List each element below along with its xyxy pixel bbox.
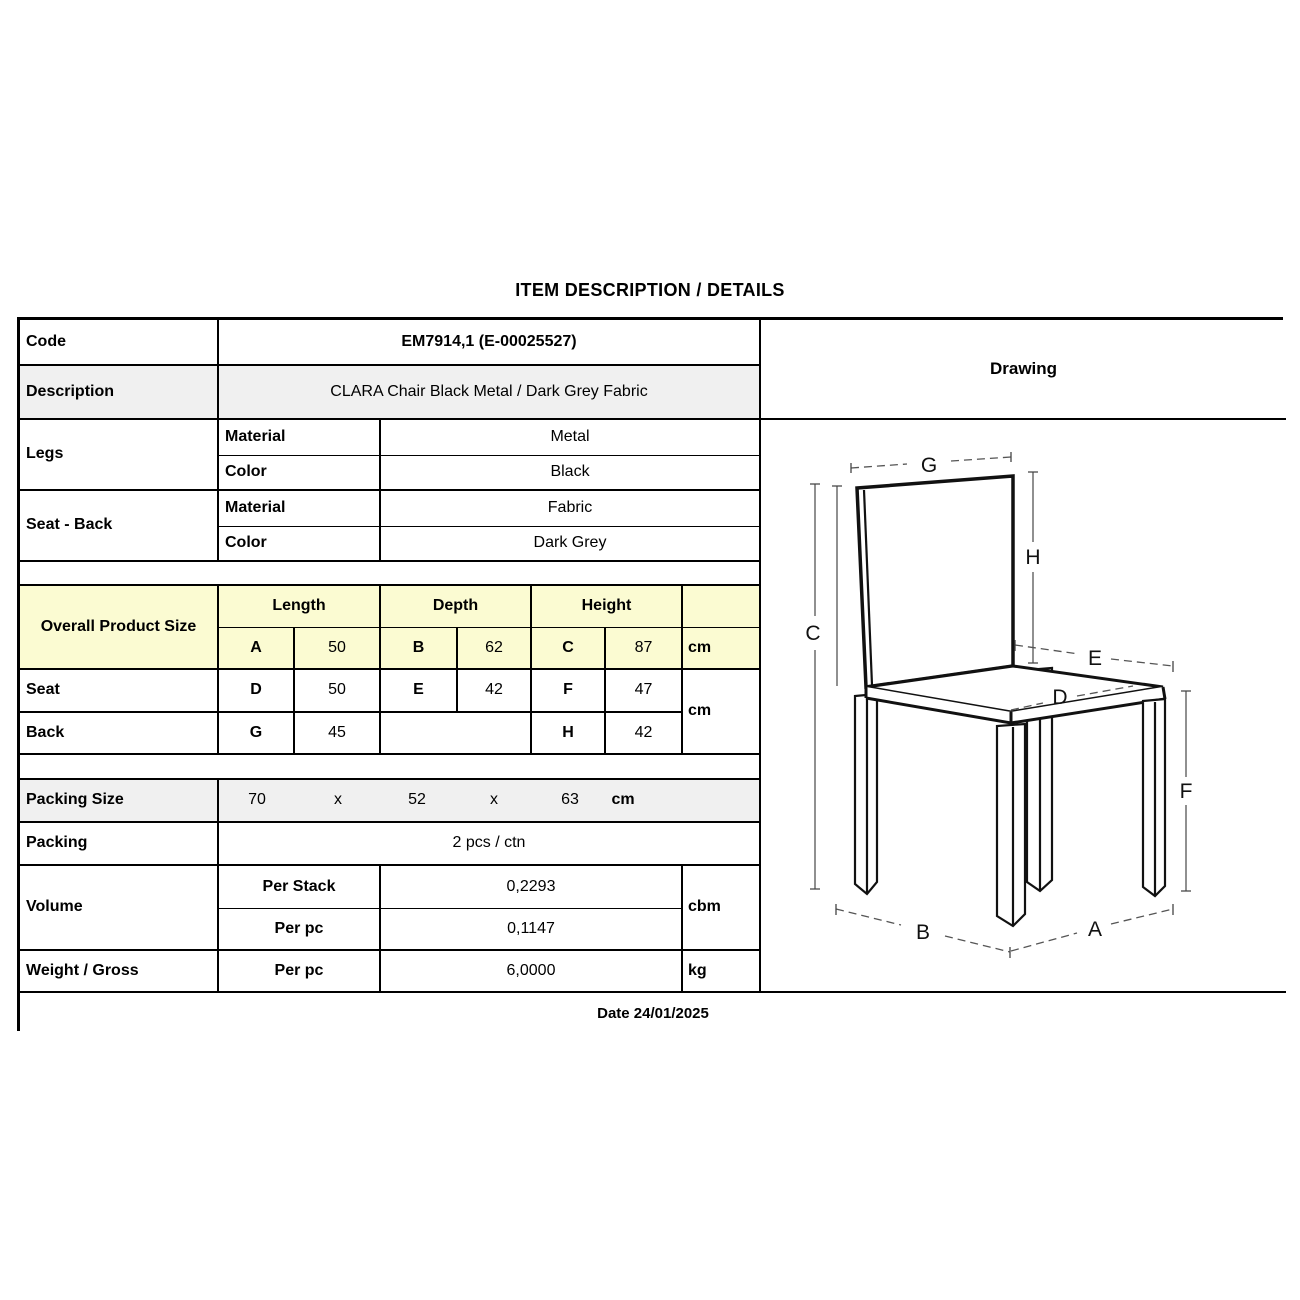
dim-e-key: E <box>381 670 458 713</box>
dim-a-value: 50 <box>295 628 381 670</box>
dim-label-c: C <box>805 622 821 645</box>
seat-back-label: Seat - Back <box>20 491 219 562</box>
legs-color-value: Black <box>381 456 761 491</box>
seat-back-color-value: Dark Grey <box>381 527 761 562</box>
page-title: ITEM DESCRIPTION / DETAILS <box>515 280 785 300</box>
dim-f-value: 47 <box>606 670 683 713</box>
volume-unit: cbm <box>683 866 761 951</box>
packing-size-unit: cm <box>611 791 635 809</box>
dim-c-value: 87 <box>606 628 683 670</box>
packing-size-width: 52 <box>408 791 426 809</box>
dim-c-key: C <box>532 628 606 670</box>
dim-g-value: 45 <box>295 713 381 755</box>
dim-d-value: 50 <box>295 670 381 713</box>
per-stack-label: Per Stack <box>219 866 381 909</box>
packing-size-height: 63 <box>561 791 579 809</box>
weight-gross-label: Weight / Gross <box>20 951 219 993</box>
dim-f-key: F <box>532 670 606 713</box>
packing-size-label: Packing Size <box>20 780 219 823</box>
seat-back-material-label: Material <box>219 491 381 527</box>
volume-label: Volume <box>20 866 219 951</box>
height-header: Height <box>532 586 683 628</box>
code-value: EM7914,1 (E-00025527) <box>219 320 761 366</box>
drawing-header: Drawing <box>761 320 1286 420</box>
legs-color-label: Color <box>219 456 381 491</box>
chair-backrest <box>857 476 1013 687</box>
dim-label-g: G <box>920 454 938 477</box>
per-stack-value: 0,2293 <box>381 866 683 909</box>
weight-per-pc-label: Per pc <box>219 951 381 993</box>
packing-label: Packing <box>20 823 219 866</box>
dim-h-value: 42 <box>606 713 683 755</box>
weight-unit: kg <box>683 951 761 993</box>
seat-back-material-value: Fabric <box>381 491 761 527</box>
packing-size-value <box>219 780 761 823</box>
dim-d-key: D <box>219 670 295 713</box>
code-label: Code <box>20 320 219 366</box>
spec-table <box>17 317 1283 1031</box>
seat-label: Seat <box>20 670 219 713</box>
dim-label-d: D <box>1052 686 1068 709</box>
dim-b-value: 62 <box>458 628 532 670</box>
per-pc-label: Per pc <box>219 909 381 951</box>
weight-value: 6,0000 <box>381 951 683 993</box>
dim-label-h: H <box>1025 546 1041 569</box>
packing-value: 2 pcs / ctn <box>219 823 761 866</box>
spacer-row-1 <box>20 562 761 586</box>
legs-material-label: Material <box>219 420 381 456</box>
chair-drawing <box>761 420 1284 991</box>
overall-size-unit: cm <box>683 628 761 670</box>
seat-back-color-label: Color <box>219 527 381 562</box>
packing-size-sep1: x <box>334 791 342 809</box>
drawing-area <box>761 420 1286 993</box>
spacer-row-2 <box>20 755 761 780</box>
back-label: Back <box>20 713 219 755</box>
unit-header-empty <box>683 586 761 628</box>
per-pc-value: 0,1147 <box>381 909 683 951</box>
legs-material-value: Metal <box>381 420 761 456</box>
dim-b-key: B <box>381 628 458 670</box>
dim-label-a: A <box>1087 918 1103 941</box>
packing-size-length: 70 <box>248 791 266 809</box>
dim-h-key: H <box>532 713 606 755</box>
dim-label-f: F <box>1179 780 1193 803</box>
dim-label-b: B <box>915 921 931 944</box>
length-header: Length <box>219 586 381 628</box>
dim-label-e: E <box>1087 647 1103 670</box>
chair-front-legs <box>997 699 1165 926</box>
legs-label: Legs <box>20 420 219 491</box>
dim-a-key: A <box>219 628 295 670</box>
dim-g-key: G <box>219 713 295 755</box>
description-value: CLARA Chair Black Metal / Dark Grey Fabric <box>219 366 761 420</box>
back-empty-cell <box>381 713 532 755</box>
date-row: Date 24/01/2025 <box>20 993 1286 1034</box>
overall-size-label: Overall Product Size <box>20 586 219 670</box>
seat-back-unit: cm <box>683 670 761 755</box>
packing-size-sep2: x <box>490 791 498 809</box>
depth-header: Depth <box>381 586 532 628</box>
description-label: Description <box>20 366 219 420</box>
dim-e-value: 42 <box>458 670 532 713</box>
